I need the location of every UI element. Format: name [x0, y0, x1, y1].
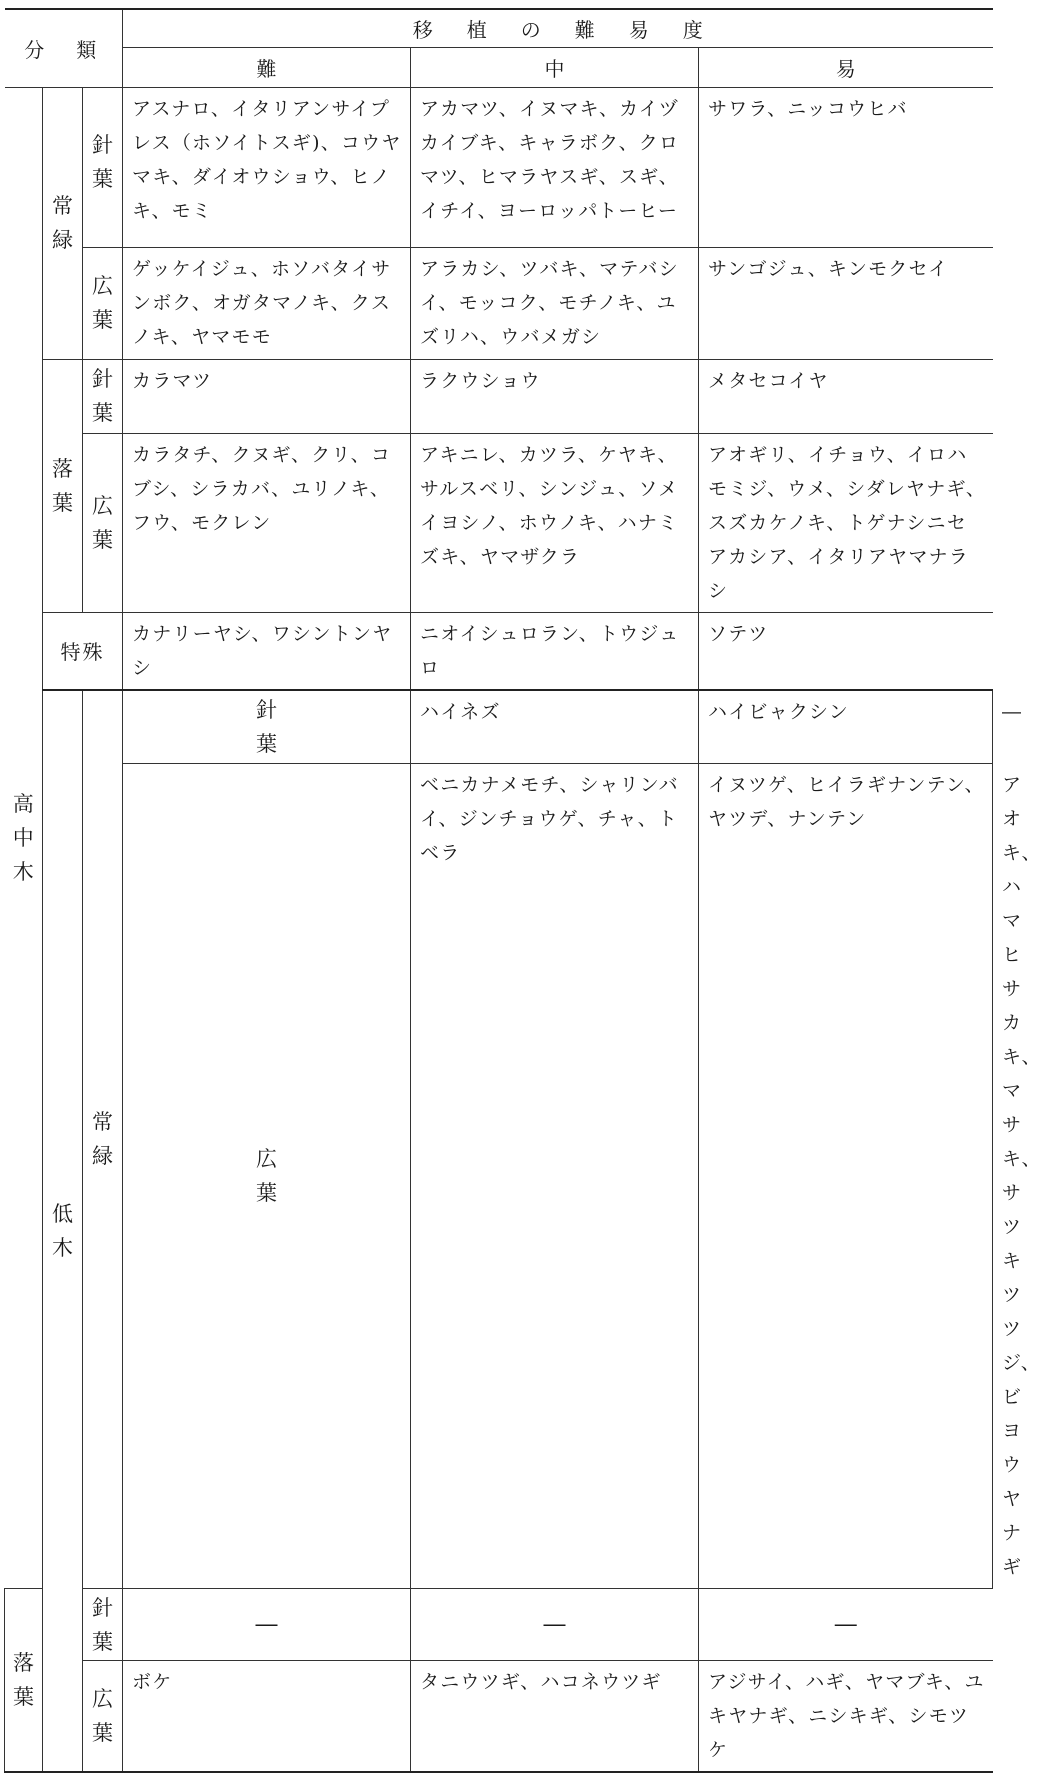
- tall-evergreen-broadleaf-easy: サンゴジュ、キンモクセイ: [699, 247, 993, 359]
- low-deciduous-broadleaf-hard: ボケ: [123, 1661, 411, 1773]
- tall-deciduous-broadleaf-medium: アキニレ、カツラ、ケヤキ、サルスベリ、シンジュ、ソメイヨシノ、ホウノキ、ハナミズキ、ヤマザクラ: [411, 433, 699, 612]
- column-medium-header: 中: [411, 47, 699, 87]
- tall-deciduous-conifer-easy: メタセコイヤ: [699, 359, 993, 433]
- tall-evergreen-broadleaf-medium: アラカシ、ツバキ、マテバシイ、モッコク、モチノキ、ユズリハ、ウバメガシ: [411, 247, 699, 359]
- tall-evergreen-conifer-easy: サワラ、ニッコウヒバ: [699, 87, 993, 247]
- tall-deciduous-conifer-medium: ラクウショウ: [411, 359, 699, 433]
- tall-special-easy: ソテツ: [699, 612, 993, 690]
- low-deciduous-conifer-label: 針葉: [83, 1589, 123, 1661]
- low-deciduous-broadleaf-medium: タニウツギ、ハコネウツギ: [411, 1661, 699, 1773]
- column-hard-header: 難: [123, 47, 411, 87]
- low-deciduous-broadleaf-easy: アジサイ、ハギ、ヤマブキ、ユキヤナギ、ニシキギ、シモツケ: [699, 1661, 993, 1773]
- low-deciduous-conifer-easy: ―: [699, 1589, 993, 1661]
- tall-deciduous-conifer-label: 針葉: [83, 359, 123, 433]
- low-evergreen-broadleaf-hard: ベニカナメモチ、シャリンバイ、ジンチョウゲ、チャ、トベラ: [411, 764, 699, 1589]
- tall-deciduous-conifer-hard: カラマツ: [123, 359, 411, 433]
- tall-special-hard: カナリーヤシ、ワシントンヤシ: [123, 612, 411, 690]
- low-deciduous-label: 落葉: [5, 1589, 43, 1773]
- tall-evergreen-label: 常緑: [43, 87, 83, 359]
- low-deciduous-conifer-medium: ―: [411, 1589, 699, 1661]
- tall-deciduous-broadleaf-hard: カラタチ、クヌギ、クリ、コブシ、シラカバ、ユリノキ、フウ、モクレン: [123, 433, 411, 612]
- low-evergreen-label: 常緑: [83, 690, 123, 1589]
- tall-evergreen-conifer-medium: アカマツ、イヌマキ、カイヅカイブキ、キャラボク、クロマツ、ヒマラヤスギ、スギ、イチイ、ヨーロッパトーヒー: [411, 87, 699, 247]
- ease-header: 移植の難易度: [123, 9, 993, 47]
- low-evergreen-conifer-medium: ハイビャクシン: [699, 690, 993, 764]
- low-evergreen-conifer-label: 針葉: [123, 690, 411, 764]
- low-evergreen-conifer-hard: ハイネズ: [411, 690, 699, 764]
- group-low-label: 低木: [43, 690, 83, 1773]
- tall-deciduous-label: 落葉: [43, 359, 83, 612]
- low-deciduous-broadleaf-label: 広葉: [83, 1661, 123, 1773]
- tall-special-medium: ニオイシュロラン、トウジュロ: [411, 612, 699, 690]
- tall-evergreen-broadleaf-hard: ゲッケイジュ、ホソバタイサンボク、オガタマノキ、クスノキ、ヤマモモ: [123, 247, 411, 359]
- low-deciduous-conifer-hard: ―: [123, 1589, 411, 1661]
- tall-evergreen-conifer-label: 針葉: [83, 87, 123, 247]
- column-easy-header: 易: [699, 47, 993, 87]
- tall-deciduous-broadleaf-label: 広葉: [83, 433, 123, 612]
- tall-evergreen-conifer-hard: アスナロ、イタリアンサイプレス（ホソイトスギ)、コウヤマキ、ダイオウショウ、ヒノキ、モミ: [123, 87, 411, 247]
- category-header: 分 類: [5, 9, 123, 87]
- group-tall-label: 高中木: [5, 87, 43, 1589]
- tall-evergreen-broadleaf-label: 広葉: [83, 247, 123, 359]
- low-evergreen-broadleaf-label: 広葉: [123, 764, 411, 1589]
- transplant-difficulty-table: 分 類 移植の難易度 難 中 易 高中木 常緑 針葉 アスナロ、イタリアンサイプレス（ホソイトスギ)、コウヤマキ、ダイオウショウ、ヒノキ、モミ アカマツ、イヌマキ、カイヅカイブキ、キャラボク、クロマツ、ヒマラヤスギ、スギ、イチイ、ヨーロッパトーヒー サワラ、ニッコウヒバ 広葉 ゲッケイジュ、ホソバタイサンボク、オガタマノキ、クスノキ、ヤマモモ アラカシ、ツバキ、マテバシイ、モッコク、モチノキ、ユズリハ、ウバメガシ サンゴジュ、キンモクセイ 落葉 針葉 カラマツ ラクウショウ メタセコイヤ 広葉 カラタチ、クヌギ、クリ、コブシ、シラカバ、ユリノキ、フウ、モクレン アキニレ、カツラ、ケヤキ、サルスベリ、シンジュ、ソメイヨシノ、ホウノキ、ハナミズキ、ヤマザクラ アオギリ、イチョウ、イロハモミジ、ウメ、シダレヤナギ、スズカケノキ、トゲナシニセアカシア、イタリアヤマナラシ 特殊 カナリーヤシ、ワシントンヤシ ニオイシュロラン、トウジュロ ソテツ 低木 常緑 針葉 ハイネズ ハイビャクシン ― 広葉 ベニカナメモチ、シャリンバイ、ジンチョウゲ、チャ、トベラ イヌツゲ、ヒイラギナンテン、ヤツデ、ナンテン アオキ、ハマヒサカキ、マサキ、サツキツツジ、ビヨウヤナギ 落葉 針葉 ― ― ― 広葉 ボケ タニウツギ、ハコネウツギ アジサイ、ハギ、ヤマブキ、ユキヤナギ、ニシキギ、シモツケ: [4, 8, 993, 1773]
- low-evergreen-broadleaf-medium: イヌツゲ、ヒイラギナンテン、ヤツデ、ナンテン: [699, 764, 993, 1589]
- tall-deciduous-broadleaf-easy: アオギリ、イチョウ、イロハモミジ、ウメ、シダレヤナギ、スズカケノキ、トゲナシニセアカシア、イタリアヤマナラシ: [699, 433, 993, 612]
- tall-special-label: 特殊: [43, 612, 123, 690]
